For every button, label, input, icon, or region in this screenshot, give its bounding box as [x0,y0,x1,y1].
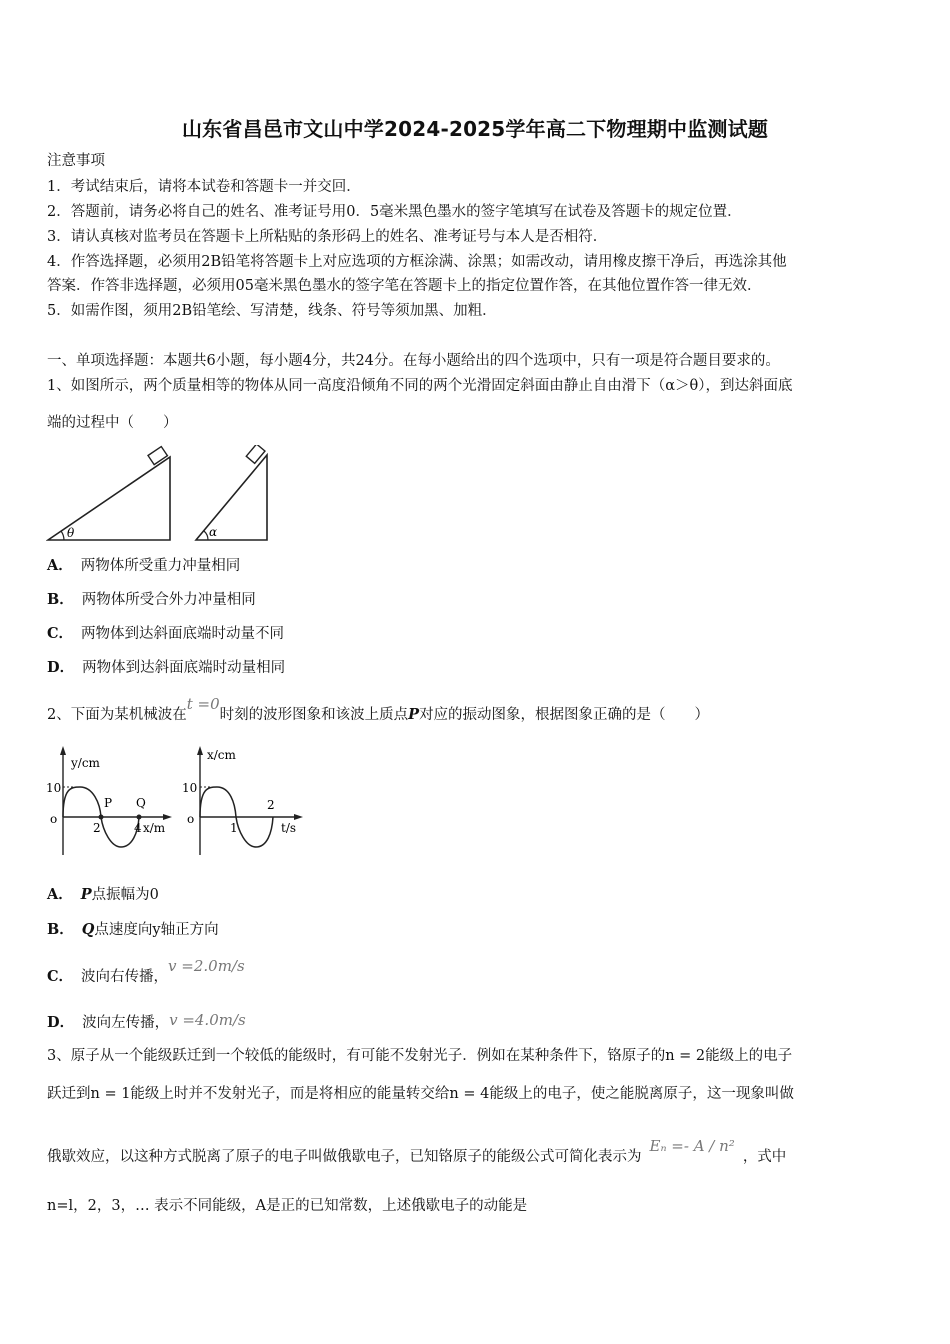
q1-option-d[interactable]: D． 两物体到达斜面底端时动量相同 [47,659,286,676]
q2-option-c[interactable]: C． 波向右传播，v =2.0m/s [47,957,245,985]
wave-xlabel: x/m [143,821,166,835]
q1-option-b[interactable]: B． 两物体所受合外力冲量相同 [47,591,256,608]
wave-origin: o [50,812,58,826]
q2-stem: 2、下面为某机械波在t =0时刻的波形图象和该波上质点P对应的振动图象，根据图象正确的是（ ） [47,695,710,723]
wave-label-p: P [104,796,113,810]
notice-item-5: 5．如需作图，须用2B铅笔绘、写清楚，线条、符号等须加黑、加粗． [47,303,497,319]
vib-amp-label: 10 [182,781,198,795]
q3-stem-line3: 俄歇效应，以这种方式脱离了原子的电子叫做俄歇电子，已知铬原子的能级公式可简化表示为Eₙ =- A / n²，式中 [47,1137,787,1165]
q3-energy-formula: Eₙ =- A / n² [649,1137,735,1155]
q1-option-a[interactable]: A． 两物体所受重力冲量相同 [47,557,241,574]
q3-stem-line2: 跃迁到n = 1能级上时并不发射光子，而是将相应的能量转交给n = 4能级上的电子，使之能脱离原子，这一现象叫做 [47,1086,794,1102]
q2-option-b[interactable]: B． Q点速度向y轴正方向 [47,921,219,938]
q3-stem-line1: 3、原子从一个能级跃迁到一个较低的能级时，有可能不发射光子．例如在某种条件下，铬原子的n = 2能级上的电子 [47,1048,793,1064]
block-1 [148,447,167,465]
notice-item-2: 2．答题前，请务必将自己的姓名、准考证号用0．5毫米黑色墨水的签字笔填写在试卷及答题卡的规定位置． [47,204,742,220]
notice-item-1: 1．考试结束后，请将本试卷和答题卡一并交回． [47,179,361,195]
incline-alpha [196,445,267,540]
wave-amp-label: 10 [46,781,62,795]
q2-option-d[interactable]: D． 波向左传播，v =4.0m/s [47,1011,246,1031]
q1-incline-figure [46,445,276,545]
notice-item-3: 3．请认真核对监考员在答题卡上所粘贴的条形码上的姓名、准考证号与本人是否相符． [47,229,608,245]
label-theta: θ [67,526,75,540]
vib-origin: o [187,812,195,826]
q1-option-c[interactable]: C． 两物体到达斜面底端时动量不同 [47,625,285,642]
page-title: 山东省昌邑市文山中学2024-2025学年高二下物理期中监测试题 [181,117,769,141]
label-alpha: α [209,525,218,539]
vib-ylabel: x/cm [207,748,236,762]
vib-xlabel: t/s [281,821,297,835]
point-p [99,815,104,820]
q2-option-c-formula: v =2.0m/s [168,957,245,975]
point-q [137,815,142,820]
vib-tick-2: 2 [267,798,275,812]
wave-tick-4: 4 [134,821,142,835]
wave-label-q: Q [136,796,146,810]
section-heading: 一、单项选择题：本题共6小题，每小题4分，共24分。在每小题给出的四个选项中，只有一项是符合题目要求的。 [47,353,780,369]
incline-theta [48,447,170,540]
notice-item-4-cont: 答案．作答非选择题，必须用05毫米黑色墨水的签字笔在答题卡上的指定位置作答，在其他位置作答一律无效． [47,278,762,294]
q1-stem-line1: 1、如图所示，两个质量相等的物体从同一高度沿倾角不同的两个光滑固定斜面由静止自由滑下（α＞θ），到达斜面底 [47,378,793,394]
q2-vibration-graph [180,743,310,858]
wave-tick-2: 2 [93,821,101,835]
q3-stem-line4: n=l，2，3，… 表示不同能级，A是正的已知常数，上述俄歇电子的动能是 [47,1198,528,1214]
notice-item-4: 4．作答选择题，必须用2B铅笔将答题卡上对应选项的方框涂满、涂黑；如需改动，请用橡皮擦干净后，再选涂其他 [47,254,787,270]
q1-stem-line2: 端的过程中（ ） [47,415,178,431]
q2-wave-graph [45,743,175,858]
q2-option-d-formula: v =4.0m/s [169,1011,246,1029]
q2-option-a[interactable]: A． P点振幅为0 [47,886,159,903]
notice-heading: 注意事项 [47,153,105,169]
q2-time-formula: t =0 [186,695,220,713]
vib-tick-1: 1 [230,821,238,835]
wave-ylabel: y/cm [71,756,100,770]
